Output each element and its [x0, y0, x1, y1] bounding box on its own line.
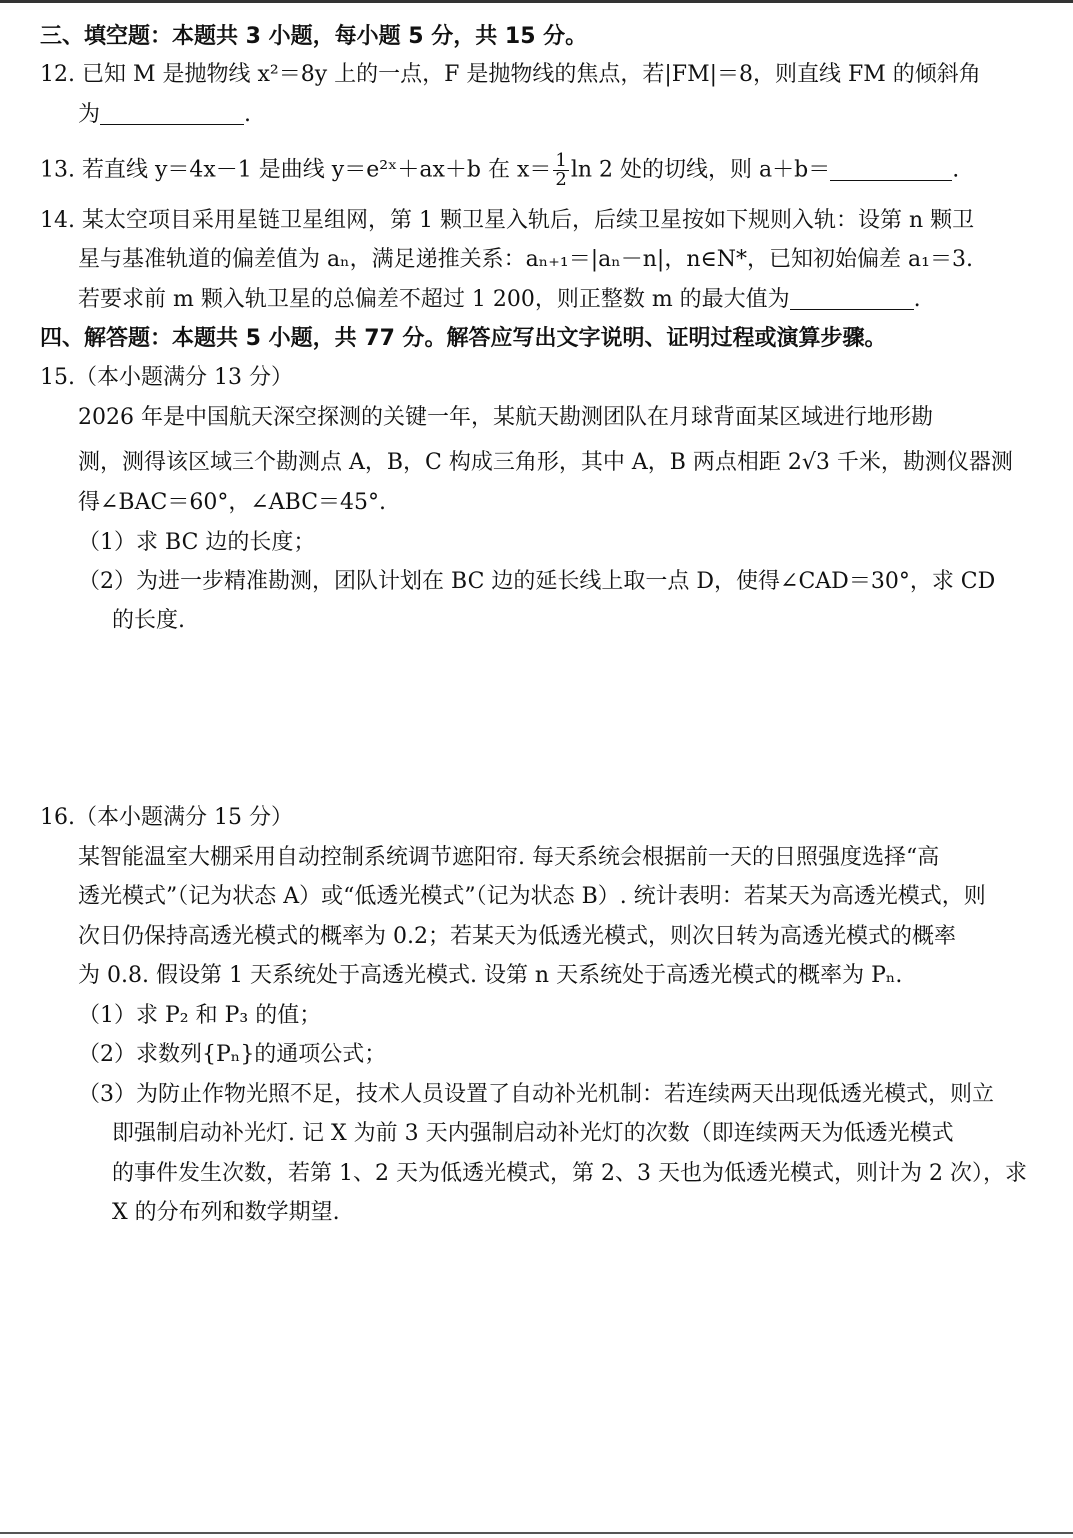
- q12-line1: 12. 已知 M 是抛物线 x²＝8y 上的一点，F 是抛物线的焦点，若|FM|＝8，则直线 FM 的倾斜角: [40, 62, 981, 87]
- q15-para-line1: 2026 年是中国航天深空探测的关键一年，某航天勘测团队在月球背面某区域进行地形勘: [78, 405, 933, 430]
- q13-line: [40, 152, 959, 189]
- q16-subquestion-3a: （3）为防止作物光照不足，技术人员设置了自动补光机制：若连续两天出现低透光模式，则立: [78, 1082, 995, 1107]
- q16-subquestion-3c: 的事件发生次数，若第 1、2 天为低透光模式，第 2、3 天也为低透光模式，则计为 2 次），求: [112, 1161, 1027, 1186]
- q16-para-line4: 为 0.8. 假设第 1 天系统处于高透光模式. 设第 n 天系统处于高透光模式的概率为 Pₙ.: [78, 963, 903, 988]
- q16-subquestion-3b: 即强制启动补光灯. 记 X 为前 3 天内强制启动补光灯的次数（即连续两天为低透光模式: [112, 1121, 954, 1146]
- q16-header: 16.（本小题满分 15 分）: [40, 805, 293, 830]
- q13-answer-blank[interactable]: [830, 158, 952, 181]
- q15-subquestion-1: （1）求 BC 边的长度；: [78, 530, 316, 555]
- q16-subquestion-2: （2）求数列{Pₙ}的通项公式；: [78, 1042, 387, 1067]
- q14-line3: [78, 285, 921, 315]
- q15-subquestion-2b: 的长度.: [112, 608, 185, 633]
- q13-suffix: ln 2 处的切线，则 a＋b＝: [570, 157, 831, 183]
- bottom-rule: [0, 1532, 1073, 1534]
- top-rule: [0, 0, 1073, 3]
- q13-fraction: [553, 152, 568, 189]
- section-3-heading: 三、填空题：本题共 3 小题，每小题 5 分，共 15 分。: [40, 24, 588, 49]
- q13-prefix: 13. 若直线 y＝4x－1 是曲线 y＝e²ˣ＋ax＋b 在 x＝: [40, 157, 552, 183]
- q12-line2: [78, 100, 251, 130]
- q16-subquestion-1: （1）求 P₂ 和 P₃ 的值；: [78, 1003, 322, 1028]
- q16-para-line1: 某智能温室大棚采用自动控制系统调节遮阳帘. 每天系统会根据前一天的日照强度选择“高: [78, 845, 940, 870]
- q16-para-line2: 透光模式”（记为状态 A）或“低透光模式”（记为状态 B）. 统计表明：若某天为高透光模式，则: [78, 884, 986, 909]
- q14-suffix: .: [913, 287, 921, 312]
- q14-line2: 星与基准轨道的偏差值为 aₙ，满足递推关系：aₙ₊₁＝|aₙ－n|，n∈N*，已知初始偏差 a₁＝3.: [78, 247, 973, 272]
- q14-line1: 14. 某太空项目采用星链卫星组网，第 1 颗卫星入轨后，后续卫星按如下规则入轨：设第 n 颗卫: [40, 208, 975, 233]
- q16-subquestion-3d: X 的分布列和数学期望.: [112, 1200, 340, 1225]
- q15-subquestion-2a: （2）为进一步精准勘测，团队计划在 BC 边的延长线上取一点 D，使得∠CAD＝30°，求 CD: [78, 569, 996, 594]
- q15-para-line3: 得∠BAC＝60°，∠ABC＝45°.: [78, 490, 387, 515]
- q13-frac-num: 1: [555, 150, 567, 171]
- q12-answer-blank[interactable]: [100, 102, 244, 125]
- q15-header: 15.（本小题满分 13 分）: [40, 365, 293, 390]
- q13-frac-den: 2: [555, 169, 567, 190]
- section-4-heading: 四、解答题：本题共 5 小题，共 77 分。解答应写出文字说明、证明过程或演算步骤。: [40, 326, 887, 351]
- q14-prefix: 若要求前 m 颗入轨卫星的总偏差不超过 1 200，则正整数 m 的最大值为: [78, 287, 790, 312]
- q15-para-line2: 测，测得该区域三个勘测点 A，B，C 构成三角形，其中 A，B 两点相距 2√3 千米，勘测仪器测: [78, 450, 1013, 475]
- q16-para-line3: 次日仍保持高透光模式的概率为 0.2；若某天为低透光模式，则次日转为高透光模式的概率: [78, 924, 956, 949]
- q13-end: .: [952, 157, 960, 183]
- q12-prefix: 为: [78, 102, 101, 127]
- q14-answer-blank[interactable]: [790, 287, 914, 310]
- q12-suffix: .: [244, 102, 252, 127]
